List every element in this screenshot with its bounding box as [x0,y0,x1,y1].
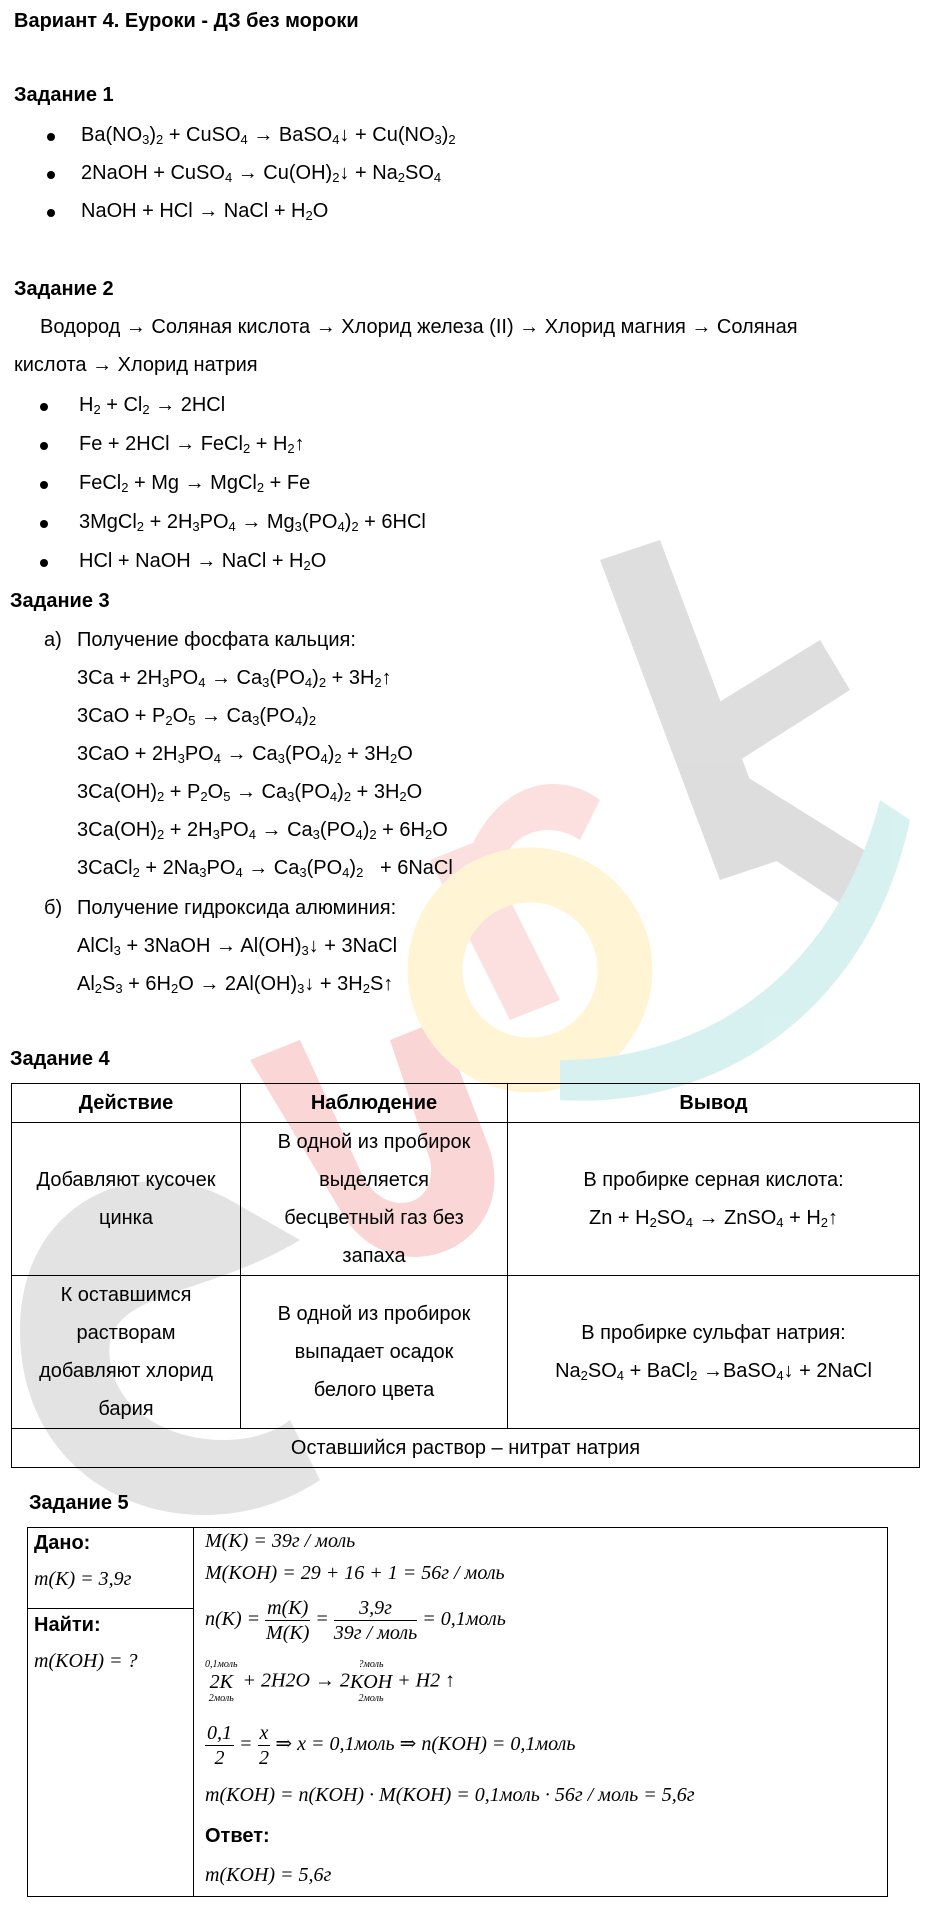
column-divider [193,1528,194,1896]
task1-heading: Задание 1 [14,84,114,106]
task3-a-equation-4: $3Ca(OH)_2 + P_2O_5 \to Ca_3(PO_4)_2 + 3H_2O$ [77,781,423,804]
task3-a-equation-2: $3CaO + P_2O_5 \to Ca_3(PO_4)_2$ [77,705,317,728]
task2-heading: Задание 2 [14,278,114,300]
row-divider [28,1608,193,1609]
table-row [12,1276,920,1429]
bullet [47,209,55,217]
task3-marker-b: б) [44,897,63,919]
task1-equation-3: NaOH + HCl → NaCl + $H_2O$ [81,200,329,223]
task3-heading: Задание 3 [10,590,110,612]
given-label: Дано: [34,1532,91,1554]
header-conclusion: Вывод [508,1084,920,1123]
header-action: Действие [12,1084,241,1123]
task2-equation-1: $H_2 + Cl_2 \to 2HCl$ [79,394,226,417]
watermark-letter-k [600,540,880,910]
row2-conclusion-equation: $Na_2SO_4$ + BaCl$_2$ →BaSO$_4$↓ + 2NaCl [555,1360,872,1383]
task3-a-title: Получение фосфата кальция: [77,629,356,651]
solution-reaction: 0,1моль 2K 2моль + 2H2O → 2 ?моль KOH 2моль + H2 ↑ [205,1659,456,1704]
task3-a-equation-3: $3CaO + 2H_3PO_4 \to Ca_3(PO_4)_2 + 3H_2O$ [77,743,413,766]
row2-observation: В одной из пробирок выпадает осадок белого цвета [241,1276,508,1429]
row1-action: Добавляют кусочек цинка [12,1123,241,1276]
bullet [40,403,48,411]
table-footer: Оставшийся раствор – нитрат натрия [12,1429,920,1468]
find-value: m(KOH) = ? [34,1650,138,1672]
bullet [47,171,55,179]
task3-b-title: Получение гидроксида алюминия: [77,897,397,919]
bullet [47,133,55,141]
task2-equation-5: HCl + NaOH → NaCl + $H_2O$ [79,550,327,573]
table-header-row [12,1084,920,1123]
row2-action: К оставшимся растворам добавляют хлорид бария [12,1276,241,1429]
table-row [12,1123,920,1276]
row1-conclusion: В пробирке серная кислота: $Zn + H_2SO_4$ → ZnSO$_4$ + $H_2↑$ [508,1123,920,1276]
solution-proportion: $\frac{0,1}{2}$ = $\frac{x}{2}$ ⇒ x = 0,1моль ⇒ n(KOH) = 0,1моль [207,1722,576,1769]
task3-a-equation-5: $3Ca(OH)_2 + 2H_3PO_4 \to Ca_3(PO_4)_2 + 6H_2O$ [77,819,448,842]
task3-b-equation-1: AlCl$_3$ + 3NaOH → $Al(OH)_3↓$ + 3NaCl [77,935,398,958]
task5-table [27,1527,888,1897]
bullet [40,442,48,450]
task2-equation-2: Fe + 2HCl → FeCl$_2$ + $H_2↑$ [79,433,305,456]
answer-value: m(KOH) = 5,6г [205,1864,332,1886]
table-footer-row [12,1429,920,1468]
solution-mass: m(KOH) = n(KOH) · M(KOH) = 0,1моль · 56г / моль = 5,6г [205,1784,695,1806]
task5-heading: Задание 5 [29,1492,129,1514]
task1-equation-1: $Ba(NO_3)_2$ + CuSO$_4$ → BaSO$_4$↓ + $Cu(NO_3)_2$ [81,124,456,147]
task3-b-equation-2: $Al_2S_3 + 6H_2O$ → $2Al(OH)_3↓$ + $3H_2S↑$ [77,973,394,996]
task3-a-equation-6: 3CaCl$_2$ + $2Na_3PO_4 \to Ca_3(PO_4)_2$ + 6NaCl [77,857,453,880]
find-label: Найти: [34,1614,101,1636]
bullet [40,520,48,528]
watermark-letter-r [430,784,600,1020]
watermark-letter-o [435,875,625,1065]
bullet [40,559,48,567]
task3-a-equation-1: $3Ca + 2H_3PO_4 \to Ca_3(PO_4)_2$ + $3H_2↑$ [77,667,392,690]
page-title: Вариант 4. Еуроки - ДЗ без мороки [14,10,359,32]
task3-marker-a: а) [44,629,62,651]
header-observation: Наблюдение [241,1084,508,1123]
task2-chain-line-1: Водород → Соляная кислота → Хлорид железа (II) → Хлорид магния → Соляная [40,316,798,338]
watermark-swoosh [560,800,910,1101]
row1-conclusion-equation: $Zn + H_2SO_4$ → ZnSO$_4$ + $H_2↑$ [588,1207,839,1230]
solution-moles: n(K) = $\frac{m(K)}{M(K)}$ = $\frac{3,9г}{\text{39г / моль}}$ = 0,1моль [205,1597,506,1644]
given-value: m(K) = 3,9г [34,1568,132,1590]
row1-observation: В одной из пробирок выделяется бесцветный газ без запаха [241,1123,508,1276]
solution-molar-mass-koh: M(KOH) = 29 + 16 + 1 = 56г / моль [205,1562,505,1584]
solution-molar-mass-k: M(K) = 39г / моль [205,1530,356,1552]
answer-label: Ответ: [205,1825,270,1847]
task2-equation-3: FeCl$_2$ + Mg → MgCl$_2$ + Fe [79,472,311,495]
task2-chain-line-2: кислота → Хлорид натрия [14,354,258,376]
task4-table [11,1083,920,1468]
task4-heading: Задание 4 [10,1048,110,1070]
task1-equation-2: 2NaOH + CuSO$_4$ → $Cu(OH)_2↓ + Na_2SO_4$ [81,162,442,185]
row2-conclusion: В пробирке сульфат натрия: $Na_2SO_4$ + BaCl$_2$ →BaSO$_4$↓ + 2NaCl [508,1276,920,1429]
task2-equation-4: 3MgCl$_2$ + $2H_3PO_4 \to Mg_3(PO_4)_2 + 6HCl$ [79,511,426,534]
bullet [40,481,48,489]
